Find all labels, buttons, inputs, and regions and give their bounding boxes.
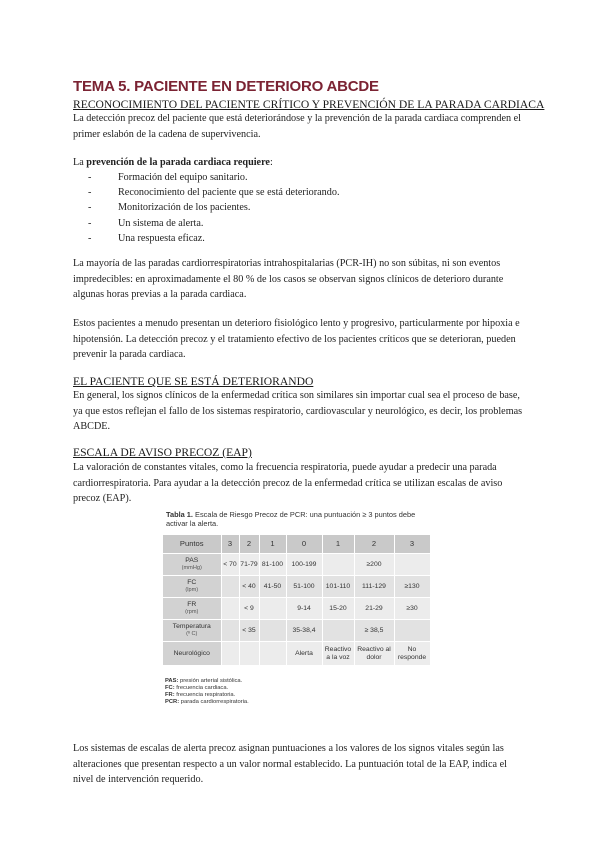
paragraph-clinical-signs: En general, los signos clínicos de la enfermedad crítica son similares sin importar cual sea el proceso de base, ya que estos reflejan el fallo de los sistemas respiratorio, cardiovascular y neurológico, es decir, los problemas ABCDE.: [73, 390, 523, 433]
prevention-list: [88, 170, 340, 246]
list-item-text: Una respuesta eficaz.: [118, 232, 205, 244]
paragraph-deterioration: Estos pacientes a menudo presentan un deterioro fisiológico lento y progresivo, particularmente por hipoxia e hipotensión. La detección precoz y el tratamiento efectivo de los pacientes críticos que se deterioran, pueden prevenir la parada cardiaca.: [73, 318, 520, 361]
row-label-text: PAS: [185, 557, 199, 564]
table-header-row: [163, 535, 430, 554]
table-cell: < 40: [239, 576, 259, 598]
list-item-text: Un sistema de alerta.: [118, 217, 204, 229]
table-cell: < 35: [239, 620, 259, 642]
paragraph-prevention-requires: [73, 155, 528, 171]
legend-abbr: PAS:: [165, 678, 179, 684]
legend-abbr: FC:: [165, 685, 175, 691]
legend-text: parada cardiorrespiratoria.: [179, 699, 249, 705]
table-cell: No responde: [394, 642, 430, 666]
header-cell: 2: [239, 535, 259, 554]
table-cell: [394, 554, 430, 576]
table-cell: [259, 620, 286, 642]
table-cell: 35-38,4: [286, 620, 322, 642]
table-cell: [259, 598, 286, 620]
list-item: [88, 185, 340, 200]
row-label: [163, 642, 221, 666]
table-cell: 81-100: [259, 554, 286, 576]
table-cell: [221, 598, 239, 620]
legend-text: presión arterial sistólica.: [178, 678, 243, 684]
list-item: [88, 231, 340, 246]
list-item-text: Formación del equipo sanitario.: [118, 172, 248, 183]
legend-item: [165, 692, 249, 699]
legend-abbr: PCR:: [165, 699, 180, 705]
table-caption-text: Escala de Riesgo Precoz de PCR: una puntuación ≥ 3 puntos debe activar la alerta.: [166, 510, 416, 528]
paragraph-vital-signs: La valoración de constantes vitales, como la frecuencia respiratoria, puede ayudar a predecir una parada cardiorrespiratoria. Para ayudar a la detección precoz de la enfermedad crítica se utilizan escalas de aviso precoz (EAP).: [73, 462, 503, 505]
list-item: [88, 200, 340, 215]
legend-abbr: FR:: [165, 692, 175, 698]
table-caption-label: Tabla 1.: [166, 510, 193, 519]
paragraph-pcr-ih: La mayoría de las paradas cardiorrespiratorias intrahospitalarias (PCR-IH) no son súbitas, ni son eventos impredecibles: en aproximadamente el 80 % de los casos se observan signos clínicos de deterioro durante algunas horas previas a la parada cardiaca.: [73, 258, 504, 301]
legend-text: frecuencia respiratoria.: [174, 692, 236, 698]
table-cell: 51-100: [286, 576, 322, 598]
table-cell: ≥ 38,5: [354, 620, 394, 642]
table-row: [163, 576, 430, 598]
table-cell: ≥30: [394, 598, 430, 620]
header-cell: Puntos: [163, 535, 221, 554]
eap-table-figure: [160, 510, 435, 710]
table-cell: Reactivo a la voz: [322, 642, 354, 666]
req-prefix: La: [73, 157, 87, 168]
list-item: [88, 170, 340, 185]
legend-item: [165, 685, 249, 692]
header-cell: 3: [221, 535, 239, 554]
section-heading-eap: ESCALA DE AVISO PRECOZ (EAP): [73, 446, 252, 459]
table-row: [163, 598, 430, 620]
table-legend: [165, 678, 249, 706]
row-label-text: FC: [187, 579, 197, 586]
table-cell: 101-110: [322, 576, 354, 598]
row-label-unit: (lpm): [185, 586, 199, 593]
header-cell: 1: [259, 535, 286, 554]
table-cell: 100-199: [286, 554, 322, 576]
dash-bullet: -: [88, 202, 92, 214]
header-cell: 2: [354, 535, 394, 554]
row-label: [163, 554, 221, 576]
table-cell: [394, 620, 430, 642]
header-cell: 0: [286, 535, 322, 554]
table-cell: [322, 554, 354, 576]
req-bold: prevención de la parada cardiaca requiere: [86, 157, 270, 168]
table-cell: [221, 620, 239, 642]
table-cell: [221, 642, 239, 666]
row-label: [163, 576, 221, 598]
row-label: [163, 598, 221, 620]
table-cell: < 9: [239, 598, 259, 620]
table-cell: ≥130: [394, 576, 430, 598]
legend-item: [165, 678, 249, 685]
row-label-unit: (rpm): [185, 608, 199, 615]
row-label-unit: (º C): [186, 630, 198, 637]
table-cell: [259, 642, 286, 666]
table-caption: [166, 510, 436, 528]
list-item-text: Monitorización de los pacientes.: [118, 202, 251, 214]
dash-bullet: -: [88, 187, 92, 199]
table-row: [163, 554, 430, 576]
legend-item: [165, 699, 249, 706]
row-label-unit: (mmHg): [181, 564, 202, 571]
row-label-text: FR: [187, 601, 197, 608]
dash-bullet: -: [88, 217, 92, 229]
table-cell: [239, 642, 259, 666]
table-cell: Reactivo al dolor: [354, 642, 394, 666]
table-cell: 21-29: [354, 598, 394, 620]
table-cell: ≥200: [354, 554, 394, 576]
row-label-text: Neurológico: [173, 649, 210, 657]
table-cell: 111-129: [354, 576, 394, 598]
table-cell: < 70: [221, 554, 239, 576]
table-cell: [322, 620, 354, 642]
header-cell: 3: [394, 535, 430, 554]
list-item-text: Reconocimiento del paciente que se está deteriorando.: [118, 187, 340, 199]
section-heading-recognition: RECONOCIMIENTO DEL PACIENTE CRÍTICO Y PREVENCIÓN DE LA PARADA CARDIACA: [73, 98, 545, 111]
eap-score-table: [163, 535, 431, 666]
row-label: [163, 620, 221, 642]
table-cell: [221, 576, 239, 598]
table-cell: 9-14: [286, 598, 322, 620]
table-cell: Alerta: [286, 642, 322, 666]
dash-bullet: -: [88, 232, 92, 244]
req-suffix: :: [269, 157, 273, 168]
table-row: [163, 620, 430, 642]
table-cell: 41-50: [259, 576, 286, 598]
row-label-text: Temperatura: [172, 623, 211, 630]
section-heading-deteriorating: EL PACIENTE QUE SE ESTÁ DETERIORANDO: [73, 375, 314, 388]
list-item: [88, 216, 340, 231]
header-cell: 1: [322, 535, 354, 554]
table-cell: 71-79: [239, 554, 259, 576]
paragraph-eap-systems: Los sistemas de escalas de alerta precoz asignan puntuaciones a los valores de los signos vitales según las alteraciones que presentan respecto a un valor normal establecido. La puntuación total de la EAP, indica el nivel de intervención requerido.: [73, 743, 507, 786]
dash-bullet: -: [88, 172, 92, 183]
table-row: [163, 642, 430, 666]
legend-text: frecuencia cardiaca.: [174, 685, 229, 691]
paragraph-detection: La detección precoz del paciente que está deteriorándose y la prevención de la parada cardiaca comprenden el primer eslabón de la cadena de supervivencia.: [73, 113, 522, 140]
table-cell: 15-20: [322, 598, 354, 620]
page-title: TEMA 5. PACIENTE EN DETERIORO ABCDE: [73, 78, 379, 95]
